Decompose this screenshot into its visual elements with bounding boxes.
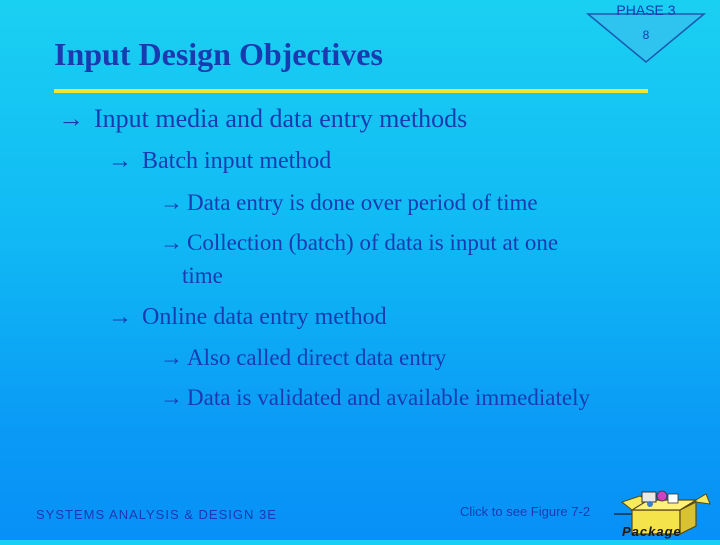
bullet-level3 xyxy=(160,345,446,371)
arrow-bullet-icon: → xyxy=(160,230,183,255)
bullet-text: Also called direct data entry xyxy=(187,345,447,370)
bullet-level3 xyxy=(160,190,538,216)
bullet-level1 xyxy=(58,104,467,134)
bullet-continuation xyxy=(182,263,223,289)
slide-title: Input Design Objectives xyxy=(54,36,383,72)
phase-label: PHASE 3 xyxy=(616,2,676,18)
package-button[interactable] xyxy=(610,488,718,540)
bullet-text: Data entry is done over period of time xyxy=(187,190,538,215)
arrow-bullet-icon: → xyxy=(160,385,183,410)
title-underline xyxy=(54,89,648,93)
bullet-text: Online data entry method xyxy=(142,304,387,330)
bullet-level2 xyxy=(108,304,387,331)
package-label: Package xyxy=(622,524,682,539)
arrow-bullet-icon: → xyxy=(108,148,132,174)
arrow-bullet-icon: → xyxy=(108,304,132,330)
bullet-text: Data is validated and available immediately xyxy=(187,385,590,410)
figure-link[interactable]: Click to see Figure 7-2 xyxy=(460,504,591,519)
phase-number: 8 xyxy=(642,28,650,42)
arrow-bullet-icon: → xyxy=(160,345,183,370)
phase-badge xyxy=(586,0,706,64)
arrow-bullet-icon: → xyxy=(58,104,84,133)
bullet-text: Collection (batch) of data is input at one xyxy=(187,230,559,255)
bullet-level3 xyxy=(160,385,590,411)
bullet-text: Input media and data entry methods xyxy=(94,104,468,133)
arrow-bullet-icon: → xyxy=(160,190,183,215)
bullet-text: time xyxy=(182,263,223,288)
course-footer: SYSTEMS ANALYSIS & DESIGN 3E xyxy=(36,507,277,522)
bullet-text: Batch input method xyxy=(142,148,332,174)
bullet-level2 xyxy=(108,148,331,175)
bullet-level3 xyxy=(160,230,558,256)
